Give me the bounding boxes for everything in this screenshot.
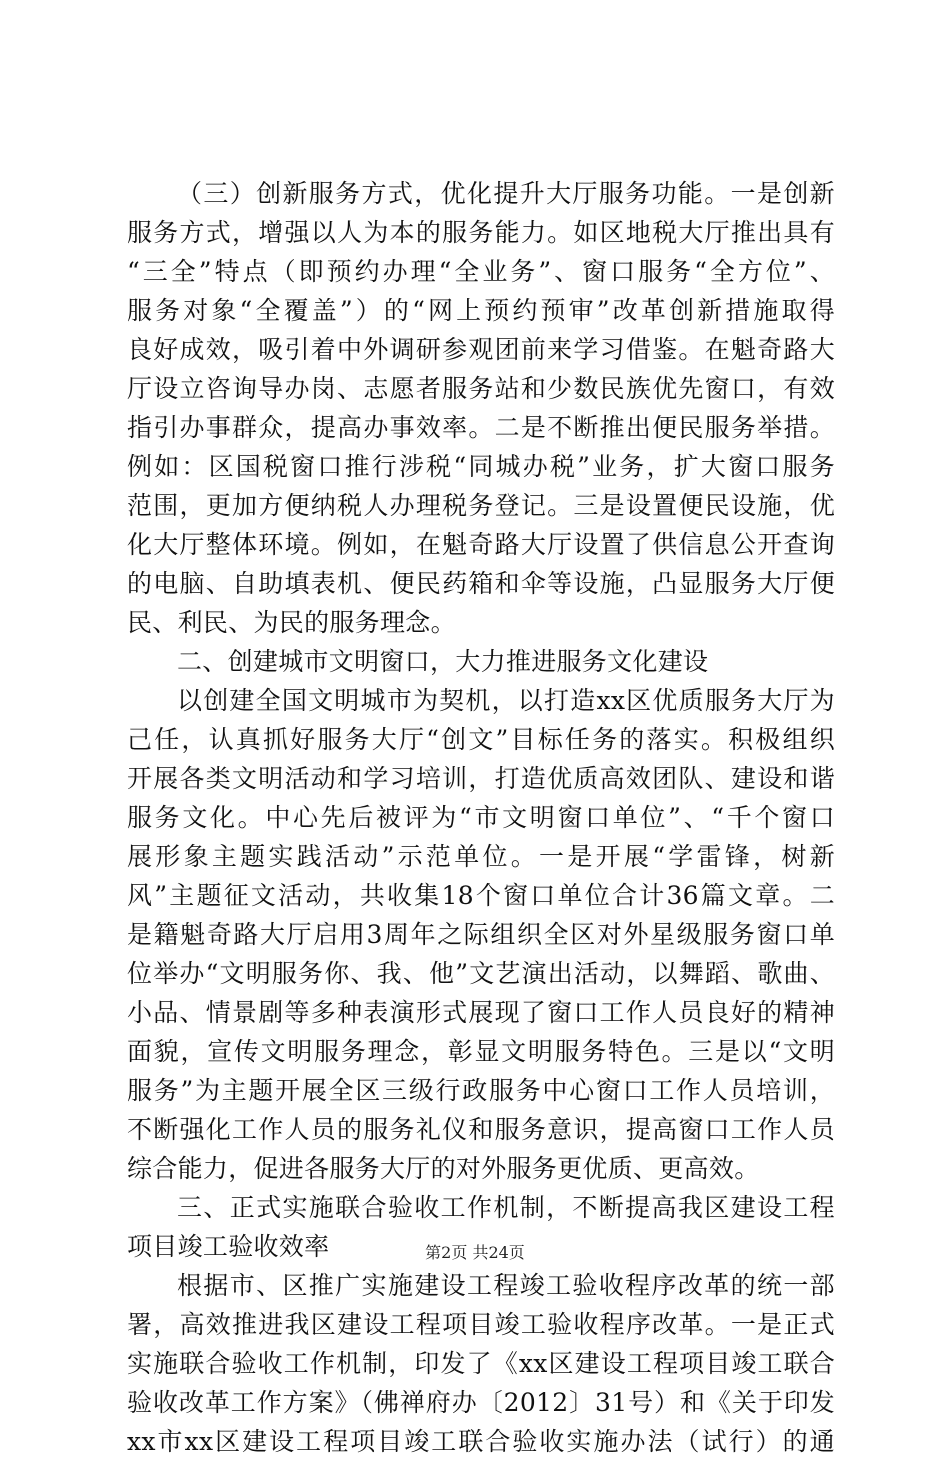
- paragraph-line: 是籍魁奇路大厅启用3周年之际组织全区对外星级服务窗口单: [127, 920, 835, 949]
- paragraph-line: 面貌，宣传文明服务理念，彰显文明服务特色。三是以“文明: [127, 1037, 835, 1066]
- paragraph-line: 服务对象“全覆盖”）的“网上预约预审”改革创新措施取得: [127, 296, 835, 325]
- paragraph-line: 风”主题征文活动，共收集18个窗口单位合计36篇文章。二: [127, 881, 835, 910]
- paragraph-line: 小品、情景剧等多种表演形式展现了窗口工作人员良好的精神: [127, 998, 835, 1027]
- section-heading: 三、正式实施联合验收工作机制，不断提高我区建设工程: [177, 1193, 835, 1222]
- paragraph-line: 展形象主题实践活动”示范单位。一是开展“学雷锋，树新: [127, 842, 835, 871]
- paragraph-line: 服务文化。中心先后被评为“市文明窗口单位”、“千个窗口: [127, 803, 835, 832]
- paragraph-line: 化大厅整体环境。例如，在魁奇路大厅设置了供信息公开查询: [127, 530, 835, 559]
- paragraph-line: 实施联合验收工作机制，印发了《xx区建设工程项目竣工联合: [127, 1349, 835, 1378]
- paragraph-line: 以创建全国文明城市为契机，以打造xx区优质服务大厅为: [177, 686, 835, 715]
- document-body: [127, 174, 835, 1461]
- page-footer: 第2页 共24页: [425, 1243, 525, 1262]
- paragraph-line: 服务”为主题开展全区三级行政服务中心窗口工作人员培训，: [127, 1076, 835, 1105]
- paragraph-line: 根据市、区推广实施建设工程竣工验收程序改革的统一部: [177, 1271, 835, 1300]
- paragraph-line: 良好成效，吸引着中外调研参观团前来学习借鉴。在魁奇路大: [127, 335, 835, 364]
- paragraph-line: 位举办“文明服务你、我、他”文艺演出活动，以舞蹈、歌曲、: [127, 959, 835, 988]
- paragraph-line: 开展各类文明活动和学习培训，打造优质高效团队、建设和谐: [127, 764, 835, 793]
- paragraph-line: 厅设立咨询导办岗、志愿者服务站和少数民族优先窗口，有效: [127, 374, 835, 403]
- paragraph-line: （三）创新服务方式，优化提升大厅服务功能。一是创新: [177, 179, 835, 208]
- paragraph-line: xx市xx区建设工程项目竣工联合验收实施办法（试行）的通: [127, 1427, 835, 1456]
- paragraph-line: 例如：区国税窗口推行涉税“同城办税”业务，扩大窗口服务: [127, 452, 835, 481]
- paragraph-line: 署，高效推进我区建设工程项目竣工验收程序改革。一是正式: [127, 1310, 835, 1339]
- paragraph-line: 民、利民、为民的服务理念。: [127, 608, 456, 637]
- paragraph-line: 指引办事群众，提高办事效率。二是不断推出便民服务举措。: [127, 413, 835, 442]
- section-heading: 二、创建城市文明窗口，大力推进服务文化建设: [177, 647, 709, 676]
- section-heading: 项目竣工验收效率: [127, 1232, 330, 1261]
- paragraph-line: 验收改革工作方案》（佛禅府办〔2012〕31号）和《关于印发: [127, 1388, 835, 1417]
- paragraph-line: 的电脑、自助填表机、便民药箱和伞等设施，凸显服务大厅便: [127, 569, 835, 598]
- paragraph-line: 服务方式，增强以人为本的服务能力。如区地税大厅推出具有: [127, 218, 835, 247]
- paragraph-line: 己任，认真抓好服务大厅“创文”目标任务的落实。积极组织: [127, 725, 835, 754]
- paragraph-line: 不断强化工作人员的服务礼仪和服务意识，提高窗口工作人员: [127, 1115, 835, 1144]
- paragraph-line: “三全”特点（即预约办理“全业务”、窗口服务“全方位”、: [127, 257, 835, 286]
- paragraph-line: 综合能力，促进各服务大厅的对外服务更优质、更高效。: [127, 1154, 760, 1183]
- paragraph-line: 范围，更加方便纳税人办理税务登记。三是设置便民设施，优: [127, 491, 835, 520]
